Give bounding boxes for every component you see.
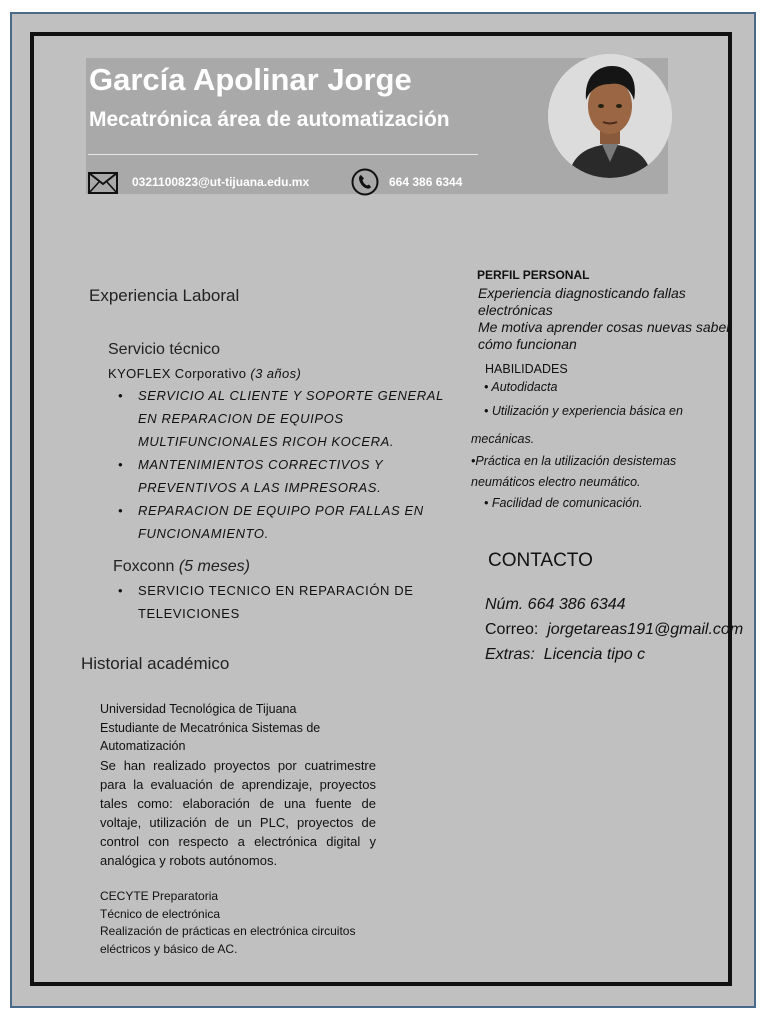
header-phone[interactable]: 664 386 6344	[389, 175, 463, 189]
contact-heading: CONTACTO	[488, 550, 593, 571]
cecyte-program: Técnico de electrónica	[100, 906, 221, 921]
header-divider	[88, 154, 478, 155]
header-banner	[86, 58, 668, 194]
skill-item: • Utilización y experiencia básica en	[484, 404, 683, 418]
profile-heading: PERFIL PERSONAL	[477, 268, 590, 282]
cecyte-desc: Realización de prácticas en electrónica circuitos	[100, 924, 356, 938]
job1-title: Servicio técnico	[108, 341, 221, 358]
job1-duty: • SERVICIO AL CLIENTE Y SOPORTE GENERAL EN REPARACION DE EQUIPOS MULTIFUNCIONALES RICOH KOCERA.	[114, 384, 444, 453]
job1-duty: • MANTENIMIENTOS CORRECTIVOS Y PREVENTIVOS A LAS IMPRESORAS.	[114, 453, 444, 499]
contact-email[interactable]: jorgetareas191@gmail.com	[547, 621, 744, 638]
job1-company: KYOFLEX Corporativo	[108, 366, 247, 381]
skill-item: • Autodidacta	[484, 380, 558, 394]
phone-icon	[351, 168, 379, 196]
skill-item-cont: neumáticos electro neumático.	[471, 475, 641, 489]
contact-email-line	[485, 621, 743, 639]
university-block	[100, 700, 376, 870]
cecyte-name: CECYTE Preparatoria	[100, 889, 219, 903]
academic-heading: Historial académico	[81, 654, 230, 673]
header-email[interactable]: 0321100823@ut-tijuana.edu.mx	[132, 175, 310, 189]
profile-text: Experiencia diagnosticando fallas electrónicas Me motiva aprender cosas nuevas saber cómo funcionan	[478, 285, 731, 352]
job2-title-line	[113, 558, 250, 576]
profile-photo	[548, 54, 672, 178]
contact-extras-label: Extras:	[485, 646, 535, 663]
contact-number[interactable]: Núm. 664 386 6344	[485, 596, 626, 613]
job1-duties	[114, 384, 444, 545]
university-description: Se han realizado proyectos por cuatrimestre para la evaluación de aprendizaje, proyectos tales como: elaboración de una fuente de voltaje, utilización de un PLC, proyectos de control con respecto a electrónica digital y analógica y robots autónomos.	[100, 757, 376, 868]
job2-duration: (5 meses)	[178, 558, 250, 575]
career-title: Mecatrónica área de automatización	[89, 108, 450, 131]
job2-duties	[114, 579, 414, 625]
skill-item: • Facilidad de comunicación.	[484, 496, 643, 510]
envelope-icon	[88, 172, 118, 194]
contact-extras: Licencia tipo c	[543, 646, 646, 663]
job1-duration: (3 años)	[250, 366, 302, 381]
contact-email-label: Correo:	[485, 621, 539, 638]
job1-company-line	[108, 366, 301, 381]
skill-item-cont: mecánicas.	[471, 432, 535, 446]
job2-duty: • SERVICIO TECNICO EN REPARACIÓN DE TELEVICIONES	[114, 579, 414, 625]
university-program: Estudiante de Mecatrónica Sistemas de	[100, 720, 321, 735]
university-program-cont: Automatización	[100, 739, 186, 753]
full-name: García Apolinar Jorge	[89, 62, 412, 97]
experience-heading: Experiencia Laboral	[89, 286, 240, 305]
skills-heading: HABILIDADES	[485, 362, 568, 376]
cecyte-desc-cont: eléctricos y básico de AC.	[100, 941, 238, 956]
job2-company: Foxconn	[113, 558, 175, 575]
skill-item: •Práctica en la utilización desistemas	[471, 454, 677, 468]
cecyte-block	[100, 888, 355, 958]
job1-duty: • REPARACION DE EQUIPO POR FALLAS EN FUNCIONAMIENTO.	[114, 499, 444, 545]
contact-extras-line	[485, 646, 645, 664]
university-name: Universidad Tecnológica de Tijuana	[100, 702, 297, 716]
